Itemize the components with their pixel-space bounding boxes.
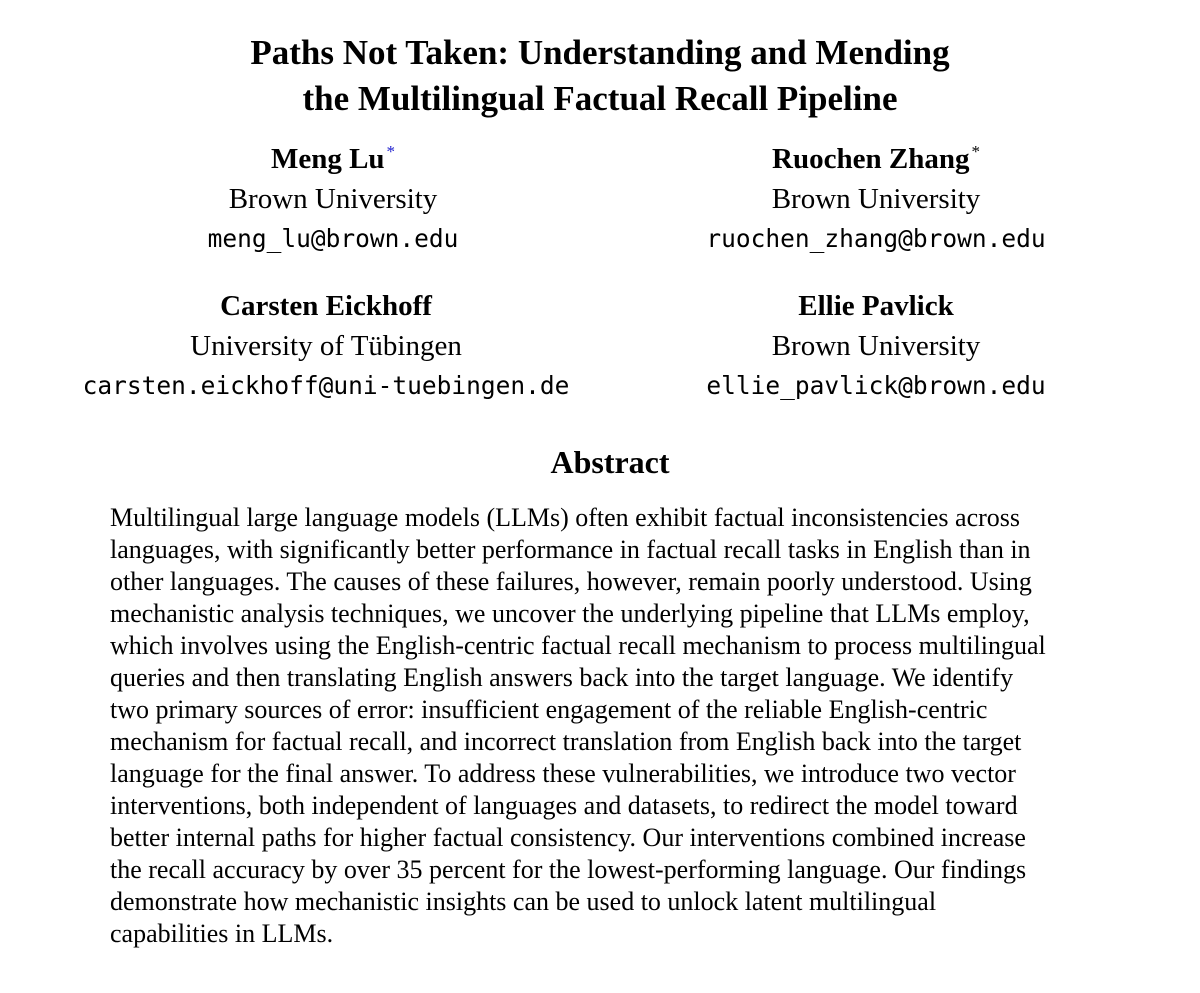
abstract-line: other languages. The causes of these failures, however, remain poorly understood. Using xyxy=(110,567,1032,596)
author-affiliation: Brown University xyxy=(771,183,981,215)
abstract-line: the recall accuracy by over 35 percent for the lowest-performing language. Our findings xyxy=(110,855,1027,884)
author-name xyxy=(576,139,1176,179)
abstract-line: demonstrate how mechanistic insights can be used to unlock latent multilingual xyxy=(110,887,937,916)
abstract-line: interventions, both independent of languages and datasets, to redirect the model toward xyxy=(110,791,1018,820)
abstract-line: languages, with significantly better performance in factual recall tasks in English than in xyxy=(110,535,1031,564)
abstract-line: capabilities in LLMs. xyxy=(110,919,334,948)
abstract-body xyxy=(110,502,1150,950)
abstract-line: Multilingual large language models (LLMs) often exhibit factual inconsistencies across xyxy=(110,503,1020,532)
abstract-line: better internal paths for higher factual consistency. Our interventions combined increase xyxy=(110,823,1026,852)
author-block-carsten-eickhoff xyxy=(26,286,626,406)
author-affiliation: Brown University xyxy=(228,183,438,215)
author-name: Ellie Pavlick xyxy=(798,290,954,322)
author-email: carsten.eickhoff@uni-tuebingen.de xyxy=(82,371,570,400)
author-name: Carsten Eickhoff xyxy=(220,290,432,322)
abstract-line: language for the final answer. To address these vulnerabilities, we introduce two vector xyxy=(110,759,1016,788)
author-block-meng-lu xyxy=(33,139,633,259)
author-block-ruochen-zhang xyxy=(576,139,1176,259)
author-block-ellie-pavlick xyxy=(576,286,1176,406)
paper-title xyxy=(0,30,1200,122)
abstract-line: two primary sources of error: insufficient engagement of the reliable English-centric xyxy=(110,695,988,724)
paper-title-line-1: Paths Not Taken: Understanding and Mending xyxy=(250,33,950,72)
author-affiliation: University of Tübingen xyxy=(190,330,462,362)
equal-contribution-mark: * xyxy=(971,142,980,161)
author-affiliation: Brown University xyxy=(771,330,981,362)
author-email: ruochen_zhang@brown.edu xyxy=(706,224,1046,253)
abstract-heading: Abstract xyxy=(550,444,670,480)
author-name-text: Ruochen Zhang xyxy=(772,143,970,175)
author-email: meng_lu@brown.edu xyxy=(207,224,459,253)
abstract-line: mechanistic analysis techniques, we uncover the underlying pipeline that LLMs employ, xyxy=(110,599,1030,628)
author-email: ellie_pavlick@brown.edu xyxy=(706,371,1046,400)
paper-title-line-2: the Multilingual Factual Recall Pipeline xyxy=(302,79,898,118)
abstract-line: queries and then translating English answers back into the target language. We identify xyxy=(110,663,1014,692)
author-name xyxy=(33,139,633,179)
abstract-line: mechanism for factual recall, and incorrect translation from English back into the target xyxy=(110,727,1022,756)
equal-contribution-mark[interactable]: * xyxy=(386,142,396,161)
abstract-line: which involves using the English-centric factual recall mechanism to process multilingual xyxy=(110,631,1046,660)
author-name-text: Meng Lu xyxy=(270,143,385,175)
